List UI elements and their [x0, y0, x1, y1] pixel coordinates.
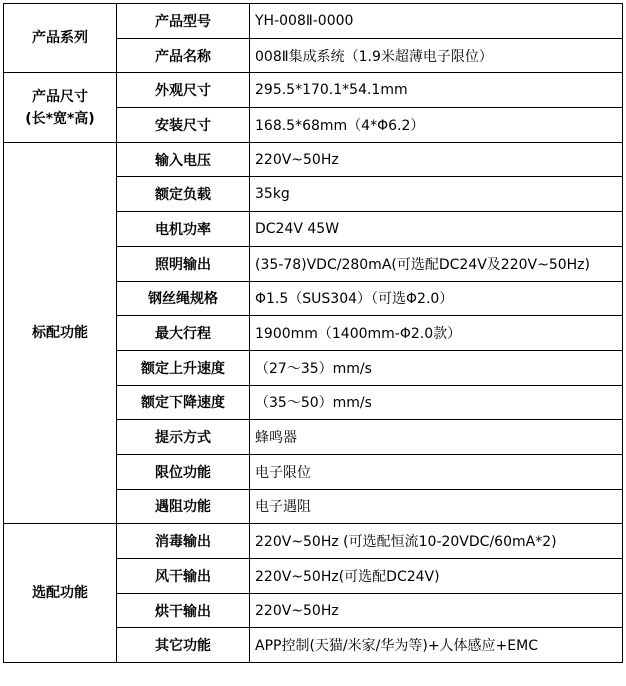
spec-value: DC24V 45W: [250, 212, 623, 247]
spec-label: 安装尺寸: [117, 108, 250, 143]
spec-value: (35-78)VDC/280mA(可选配DC24V及220V~50Hz): [250, 246, 623, 281]
spec-label: 额定上升速度: [117, 350, 250, 385]
spec-label: 消毒输出: [117, 524, 250, 559]
spec-label: 外观尺寸: [117, 73, 250, 108]
group-cell-optional-features: [4, 524, 117, 663]
table-row: [4, 4, 623, 39]
table-row: [4, 524, 623, 559]
spec-label: 电机功率: [117, 212, 250, 247]
spec-value: 008Ⅱ集成系统（1.9米超薄电子限位）: [250, 38, 623, 73]
spec-label: 最大行程: [117, 316, 250, 351]
spec-label: 额定负载: [117, 177, 250, 212]
group-cell-standard-features: [4, 142, 117, 524]
spec-value: 1900mm（1400mm-Φ2.0款）: [250, 316, 623, 351]
spec-label: 其它功能: [117, 628, 250, 663]
spec-label: 提示方式: [117, 420, 250, 455]
spec-value: （27～35）mm/s: [250, 350, 623, 385]
spec-value: 220V~50Hz (可选配恒流10-20VDC/60mA*2): [250, 524, 623, 559]
spec-label: 限位功能: [117, 454, 250, 489]
spec-value: 295.5*170.1*54.1mm: [250, 73, 623, 108]
spec-value: APP控制(天猫/米家/华为等)+人体感应+EMC: [250, 628, 623, 663]
spec-label: 风干输出: [117, 559, 250, 594]
group-label: 标配功能: [32, 325, 88, 342]
spec-value: 168.5*68mm（4*Φ6.2）: [250, 108, 623, 143]
spec-value: YH-008Ⅱ-0000: [250, 4, 623, 39]
spec-label: 产品型号: [117, 4, 250, 39]
spec-label: 照明输出: [117, 246, 250, 281]
spec-table: [3, 3, 623, 663]
spec-value: 220V~50Hz(可选配DC24V): [250, 559, 623, 594]
spec-value: 220V~50Hz: [250, 593, 623, 628]
group-label: 选配功能: [32, 585, 88, 602]
group-cell-product-size: [4, 73, 117, 142]
spec-value: 220V~50Hz: [250, 142, 623, 177]
group-label: 产品系列: [32, 30, 88, 47]
table-row: [4, 73, 623, 108]
spec-label: 输入电压: [117, 142, 250, 177]
table-row: [4, 142, 623, 177]
spec-value: 电子限位: [250, 454, 623, 489]
spec-label: 额定下降速度: [117, 385, 250, 420]
group-sublabel: (长*宽*高): [25, 110, 95, 127]
spec-value: Φ1.5（SUS304）（可选Φ2.0）: [250, 281, 623, 316]
spec-label: 烘干输出: [117, 593, 250, 628]
group-label: 产品尺寸: [32, 88, 88, 105]
spec-label: 产品名称: [117, 38, 250, 73]
spec-value: （35～50）mm/s: [250, 385, 623, 420]
spec-value: 电子遇阻: [250, 489, 623, 524]
group-cell-product-series: [4, 4, 117, 73]
spec-label: 钢丝绳规格: [117, 281, 250, 316]
spec-label: 遇阻功能: [117, 489, 250, 524]
spec-value: 蜂鸣器: [250, 420, 623, 455]
spec-value: 35kg: [250, 177, 623, 212]
